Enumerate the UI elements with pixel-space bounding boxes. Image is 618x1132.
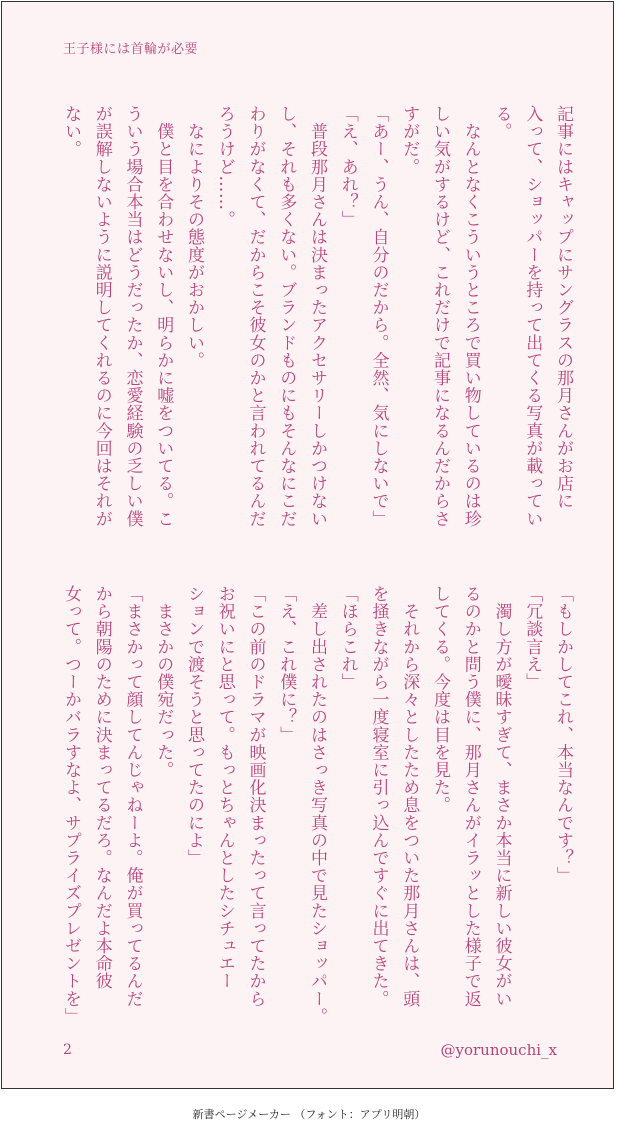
text-column: 女って。つーかバラすなよ、サプライズプレゼントを」 <box>61 585 81 1025</box>
text-column: ない。 <box>61 105 81 158</box>
text-column: ういう場合本当はどうだったか、恋愛経験の乏しい僕 <box>122 105 143 528</box>
text-column: 差し出されたのはさっき写真の中で見たショッパー。 <box>307 585 327 1025</box>
text-column: 「冗談言え」 <box>522 585 543 691</box>
text-column: なんとなくこういうところで買い物しているのは珍 <box>460 105 481 528</box>
text-column: 「もしかしてこれ、本当なんです？」 <box>553 585 573 885</box>
text-column: まさかの僕宛だった。 <box>153 585 174 779</box>
text-column: 記事にはキャップにサングラスの那月さんがお店に <box>553 105 573 510</box>
text-column: お祝いにと思って。もっとちゃんとしたシチュエー <box>214 585 235 990</box>
text-column: を掻きながら一度寝室に引っ込んですぐに出てきた。 <box>368 585 389 1008</box>
text-column: 普段那月さんは決まったアクセサリーしかつけない <box>307 105 327 528</box>
text-column: わりがなくて、だからこそ彼女のかと言われてるんだ <box>245 105 266 528</box>
text-column: なによりその態度がおかしい。 <box>184 105 204 369</box>
page-frame <box>1 1 614 1089</box>
text-column: から朝陽のために決まってるだろ。なんだよ本命彼 <box>91 585 112 990</box>
text-column: るのかと問う僕に、那月さんがイラッとした様子で返 <box>460 585 481 1008</box>
text-column: る。 <box>491 105 512 141</box>
text-column: 僕と目を合わせないし、明らかに嘘をついてる。こ <box>153 105 174 528</box>
text-column: 「まさかって顔してんじゃねーよ。俺が買ってるんだ <box>122 585 143 1008</box>
text-column: 濁し方が曖昧すぎて、まさか本当に新しい彼女がい <box>491 585 512 1008</box>
text-column: し、それも多くない。ブランドものにもそんなにこだ <box>276 105 297 528</box>
text-column: が誤解しないように説明してくれるのに今回はそれが <box>91 105 112 528</box>
author-handle: @yorunouchi_x <box>440 1041 557 1059</box>
text-column: 「え、これ僕に？」 <box>276 585 297 744</box>
text-column: それから深々としたため息をついた那月さんは、頭 <box>399 585 420 1008</box>
text-column: 「ほらこれ」 <box>337 585 358 691</box>
page-title: 王子様には首輪が必要 <box>63 42 199 57</box>
text-column: 「この前のドラマが映画化決まったって言ってたから <box>245 585 266 1008</box>
text-column: すがだ。 <box>399 105 420 176</box>
page-number: 2 <box>63 1042 72 1058</box>
text-column: してくる。今度は目を見た。 <box>430 585 450 814</box>
text-column: しい気がするけど、これだけで記事になるんだからさ <box>430 105 450 528</box>
text-column: 入って、ショッパーを持って出てくる写真が載ってい <box>522 105 543 528</box>
text-column: ろうけど……。 <box>214 105 235 229</box>
text-column: 「え、あれ？」 <box>337 105 358 229</box>
text-column: ションで渡そうと思ってたのによ」 <box>184 585 204 867</box>
text-column: 「あー、うん、自分のだから。全然、気にしないで」 <box>368 105 389 528</box>
footer-caption: 新書ページメーカー （フォント：アプリ明朝） <box>192 1108 426 1121</box>
